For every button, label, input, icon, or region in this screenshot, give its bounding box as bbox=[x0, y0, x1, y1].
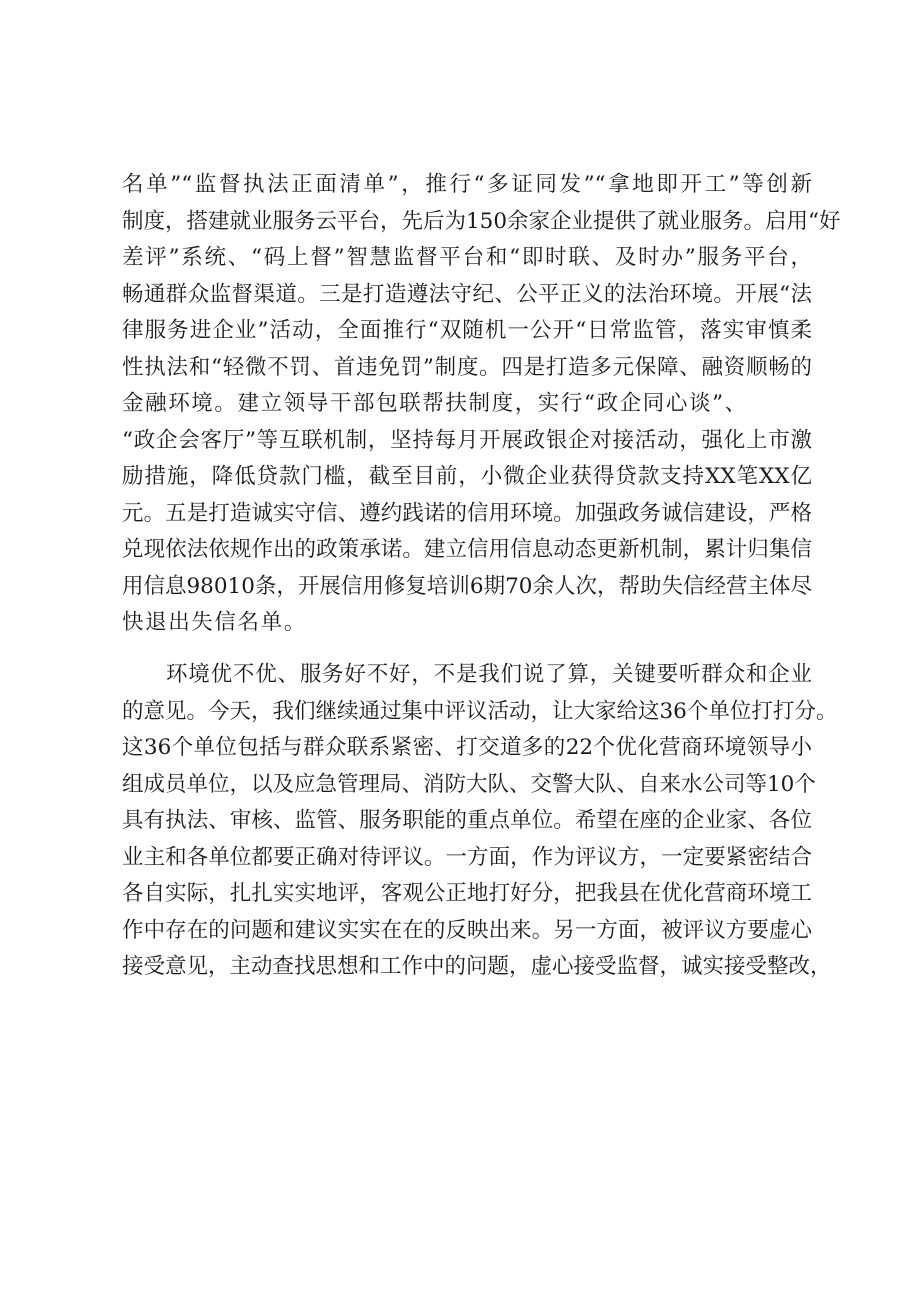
text-line: 差评”系统、“码上督”智慧监督平台和“即时联、及时办”服务平台， bbox=[122, 245, 812, 270]
text-line: 励措施，降低贷款门槛，截至目前，小微企业获得贷款支持XX笔XX亿 bbox=[122, 464, 812, 489]
text-line: 这36个单位包括与群众联系紧密、打交道多的22个优化营商环境领导小 bbox=[122, 735, 812, 760]
text-line: 快退出失信名单。 bbox=[122, 610, 307, 635]
paragraph-first-line: 环境优不优、服务好不好，不是我们说了算，关键要听群众和企业 bbox=[166, 662, 812, 687]
text-line: 用信息98010条，开展信用修复培训6期70余人次，帮助失信经营主体尽 bbox=[122, 574, 812, 599]
text-line: 金融环境。建立领导干部包联帮扶制度，实行“政企同心谈”、 bbox=[122, 391, 748, 416]
text-line: 名单”“监督执法正面清单”，推行“多证同发”“拿地即开工”等创新 bbox=[122, 172, 812, 197]
text-line: 性执法和“轻微不罚、首违免罚”制度。四是打造多元保障、融资顺畅的 bbox=[122, 355, 812, 380]
text-line: 组成员单位，以及应急管理局、消防大队、交警大队、自来水公司等10个 bbox=[122, 772, 816, 797]
text-line: 元。五是打造诚实守信、遵约践诺的信用环境。加强政务诚信建设，严格 bbox=[122, 501, 812, 526]
body-text bbox=[122, 0, 841, 1301]
text-line: 律服务进企业”活动，全面推行“双随机一公开“日常监管，落实审慎柔 bbox=[122, 318, 812, 343]
text-line: 制度，搭建就业服务云平台，先后为150余家企业提供了就业服务。启用“好 bbox=[122, 209, 841, 234]
text-line: 的意见。今天，我们继续通过集中评议活动，让大家给这36个单位打打分。 bbox=[122, 699, 838, 724]
text-line: 业主和各单位都要正确对待评议。一方面，作为评议方，一定要紧密结合 bbox=[122, 845, 812, 870]
text-line: 作中存在的问题和建议实实在在的反映出来。另一方面，被评议方要虚心 bbox=[122, 918, 812, 943]
text-line: 兑现依法依规作出的政策承诺。建立信用信息动态更新机制，累计归集信 bbox=[122, 537, 812, 562]
text-line: “政企会客厅”等互联机制，坚持每月开展政银企对接活动，强化上市激 bbox=[122, 428, 812, 453]
text-line: 畅通群众监督渠道。三是打造遵法守纪、公平正义的法治环境。开展“法 bbox=[122, 282, 812, 307]
text-line: 接受意见，主动查找思想和工作中的问题，虚心接受监督，诚实接受整改， bbox=[122, 954, 832, 979]
text-line: 各自实际，扎扎实实地评，客观公正地打好分，把我县在优化营商环境工 bbox=[122, 881, 812, 906]
text-line: 具有执法、审核、监管、服务职能的重点单位。希望在座的企业家、各位 bbox=[122, 808, 812, 833]
